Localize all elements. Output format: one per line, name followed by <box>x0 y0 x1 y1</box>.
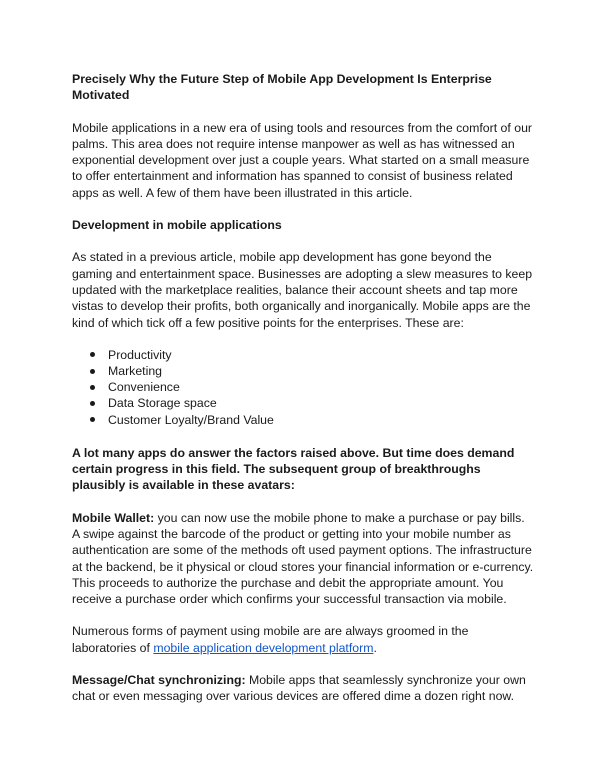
platform-link[interactable]: mobile application development platform <box>153 640 374 655</box>
intro-paragraph: Mobile applications in a new era of using tools and resources from the comfort of our palms. This area does not require intense manpower as well as has witnessed an exponential development over just a couple years. What started on a small measure to offer entertainment and information has spanned to consist of business related apps as well. A few of them have been illustrated in this article. <box>72 120 533 200</box>
payment-end: . <box>373 640 377 655</box>
chat-sync-label: Message/Chat synchronizing: <box>72 673 246 688</box>
list-item-label: Customer Loyalty/Brand Value <box>108 412 274 427</box>
list-item <box>72 412 534 428</box>
chat-sync-paragraph <box>72 672 534 705</box>
section-heading: Development in mobile applications <box>72 218 282 233</box>
mobile-wallet-label: Mobile Wallet: <box>72 510 155 525</box>
document-page <box>72 71 534 721</box>
list-item-label: Convenience <box>108 380 180 395</box>
bullet-icon <box>90 401 95 406</box>
list-item-label: Data Storage space <box>108 396 217 411</box>
bullet-icon <box>90 369 95 374</box>
payment-paragraph <box>72 623 534 656</box>
bullet-icon <box>90 385 95 390</box>
mobile-wallet-paragraph <box>72 510 534 608</box>
list-item-label: Marketing <box>108 364 162 379</box>
article-title: Precisely Why the Future Step of Mobile App Development Is Enterprise Motivated <box>72 72 492 103</box>
list-item <box>72 395 534 411</box>
section-paragraph: As stated in a previous article, mobile app development has gone beyond the gaming and entertainment space. Businesses are adopting a slew measures to keep updated with the marketplace realities, balance their account sheets and tap more vistas to develop their profits, both organically and inorganically. Mobile apps are the kind of which tick off a few positive points for the enterprises. These are: <box>72 250 533 330</box>
mobile-wallet-text: you can now use the mobile phone to make a purchase or pay bills. A swipe against the barcode of the product or getting into your mobile number as authentication are some of the methods oft used payment options. The infrastructure at the backend, be it physical or cloud stores your financial information or e-currency. This proceeds to authorize the purchase and debit the appropriate amount. You receive a purchase order which confirms your successful transaction via mobile. <box>72 510 534 607</box>
payment-text: Numerous forms of payment using mobile are are always groomed in the laboratories of <box>72 624 469 655</box>
list-item <box>72 379 534 395</box>
list-item <box>72 363 534 379</box>
list-item <box>72 347 534 363</box>
bullet-icon <box>90 352 95 357</box>
emphasis-paragraph: A lot many apps do answer the factors raised above. But time does demand certain progress in this field. The subsequent group of breakthroughs plausibly is available in these avatars: <box>72 445 515 493</box>
bullet-icon <box>90 417 95 422</box>
chat-sync-text: Mobile apps that seamlessly synchronize your own chat or even messaging over various devices are offered dime a dozen right now. <box>72 673 526 704</box>
benefits-list <box>72 347 534 428</box>
list-item-label: Productivity <box>108 347 172 362</box>
